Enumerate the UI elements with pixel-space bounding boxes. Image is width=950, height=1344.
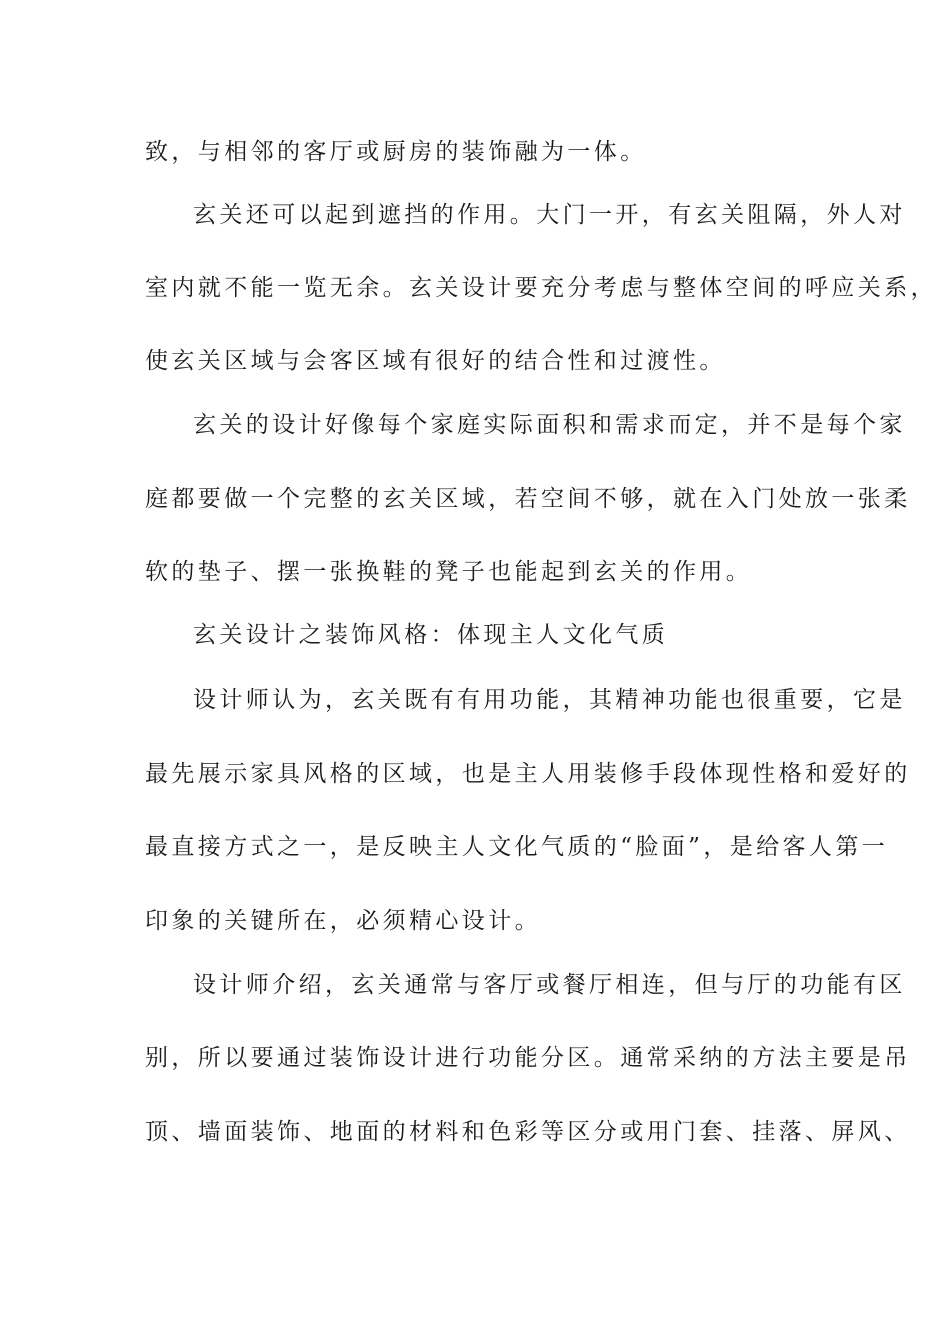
text-line: 软的垫子、摆一张换鞋的凳子也能起到玄关的作用。 (145, 559, 753, 585)
text-line: 使玄关区域与会客区域有很好的结合性和过渡性。 (145, 348, 726, 374)
text-line: 庭都要做一个完整的玄关区域，若空间不够，就在入门处放一张柔 (145, 486, 911, 512)
text-line: 最先展示家具风格的区域，也是主人用装修手段体现性格和爱好的 (145, 761, 911, 787)
text-line: 致，与相邻的客厅或厨房的装饰融为一体。 (145, 139, 647, 165)
text-line: 玄关的设计好像每个家庭实际面积和需求而定，并不是每个家 (193, 412, 906, 438)
text-line: 设计师认为，玄关既有有用功能，其精神功能也很重要，它是 (193, 687, 906, 713)
text-line: 最直接方式之一，是反映主人文化气质的“脸面”，是给客人第一 (145, 834, 889, 860)
text-line: 印象的关键所在，必须精心设计。 (145, 908, 541, 934)
section-heading: 玄关设计之装饰风格：体现主人文化气质 (193, 622, 669, 648)
text-line: 别，所以要通过装饰设计进行功能分区。通常采纳的方法主要是吊 (145, 1045, 911, 1071)
text-line: 室内就不能一览无余。玄关设计要充分考虑与整体空间的呼应关系， (145, 275, 937, 301)
text-line: 设计师介绍，玄关通常与客厅或餐厅相连，但与厅的功能有区 (193, 972, 906, 998)
text-line: 顶、墙面装饰、地面的材料和色彩等区分或用门套、挂落、屏风、 (145, 1119, 911, 1145)
text-line: 玄关还可以起到遮挡的作用。大门一开，有玄关阻隔，外人对 (193, 202, 906, 228)
